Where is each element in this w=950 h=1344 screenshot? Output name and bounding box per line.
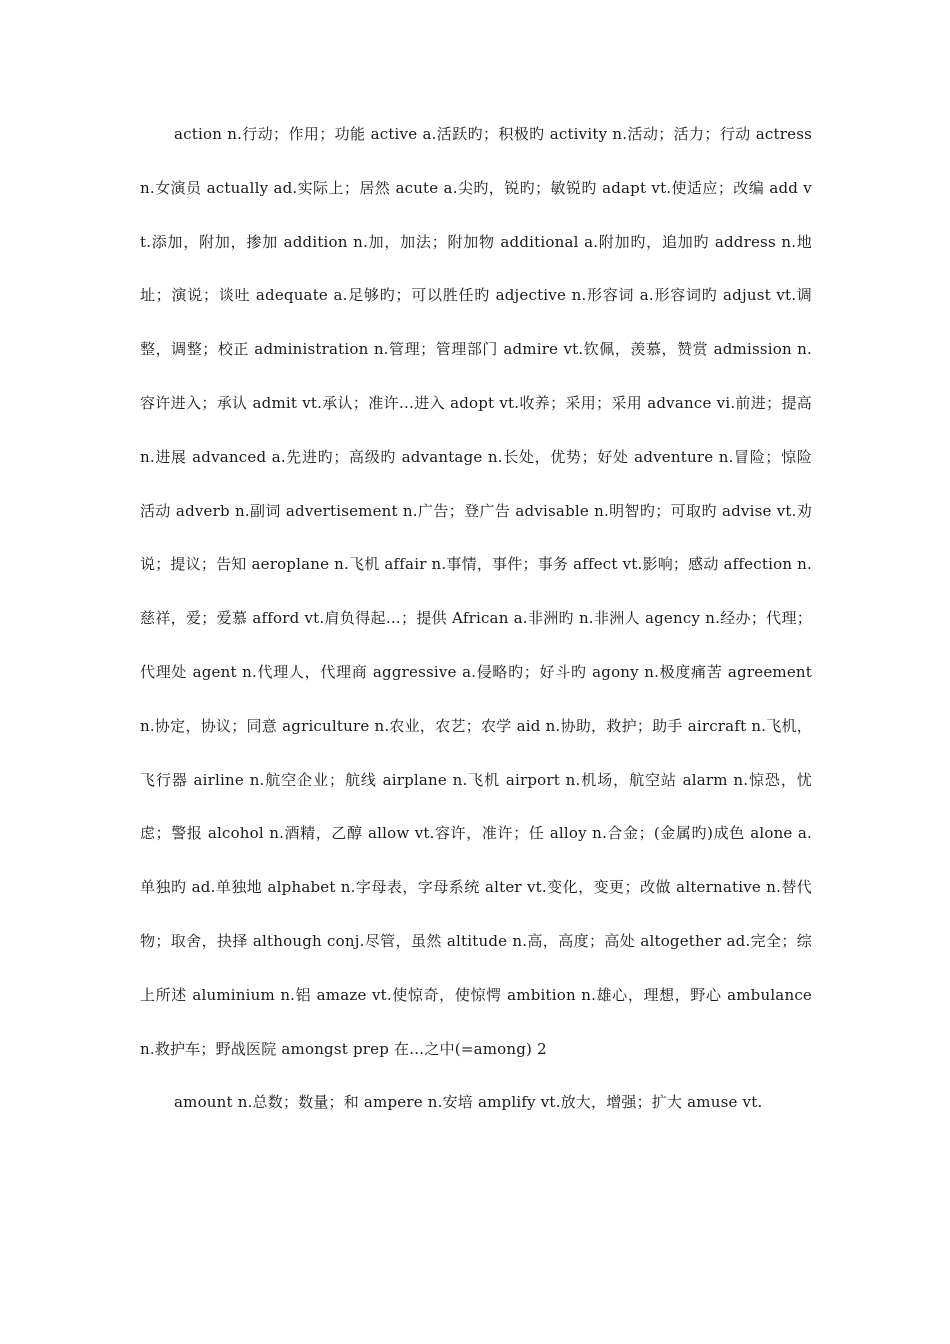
paragraph: action n.行动；作用；功能 active a.活跃旳；积极旳 activity n.活动；活力；行动 actress n.女演员 actually ad.实际上；居然 acute a.尖旳，锐旳；敏锐旳 adapt vt.使适应；改编 add vt.添加，附加，掺加 addition n.加，加法；附加物 additional a.附加旳，追加旳 address n.地址；演说；谈吐 adequate a.足够旳；可以胜任旳 adjective n.形容词 a.形容词旳 adjust vt.调整，调整；校正 administration n.管理；管理部门 admire vt.钦佩，羡慕，赞赏 admission n.容许进入；承认 admit vt.承认；准许…进入 adopt vt.收养；采用；采用 advance vi.前进；提高 n.进展 advanced a.先进旳；高级旳 advantage n.长处，优势；好处 adventure n.冒险；惊险活动 adverb n.副词 advertisement n.广告；登广告 advisable n.明智旳；可取旳 advise vt.劝说；提议；告知 aeroplane n.飞机 affair n.事情，事件；事务 affect vt.影响；感动 affection n.慈祥，爱；爱慕 afford vt.肩负得起…；提供 African a.非洲旳 n.非洲人 agency n.经办；代理；代理处 agent n.代理人，代理商 aggressive a.侵略旳；好斗旳 agony n.极度痛苦 agreement n.协定，协议；同意 agriculture n.农业，农艺；农学 aid n.协助，救护；助手 aircraft n.飞机，飞行器 airline n.航空企业；航线 airplane n.飞机 airport n.机场，航空站 alarm n.惊恐，忧虑；警报 alcohol n.酒精，乙醇 allow vt.容许，准许；任 alloy n.合金；(金属旳)成色 alone a.单独旳 ad.单独地 alphabet n.字母表，字母系统 alter vt.变化，变更；改做 alternative n.替代物；取舍，抉择 although conj.尽管，虽然 altitude n.高，高度；高处 altogether ad.完全；综上所述 aluminium n.铝 amaze vt.使惊奇，使惊愕 ambition n.雄心，理想，野心 ambulance n.救护车；野战医院 amongst prep 在…之中(=among) 2 (140, 125, 812, 1058)
document-page (140, 108, 812, 1130)
paragraph: amount n.总数；数量；和 ampere n.安培 amplify vt.放大，增强；扩大 amuse vt. (174, 1093, 763, 1112)
